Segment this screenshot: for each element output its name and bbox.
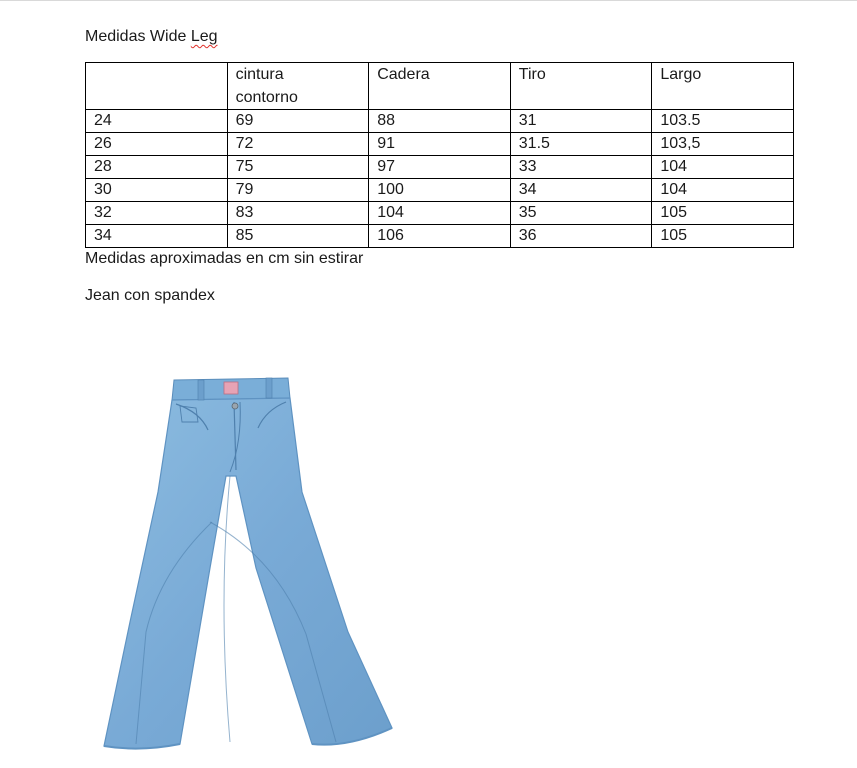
table-cell[interactable]: 91	[369, 133, 511, 156]
size-table	[85, 62, 794, 248]
table-cell[interactable]: 26	[86, 133, 228, 156]
page-top-edge	[0, 0, 857, 1]
table-cell[interactable]: 32	[86, 202, 228, 225]
fabric-note: Jean con spandex	[85, 287, 215, 304]
wide-leg-jeans-photo-icon[interactable]	[80, 372, 400, 762]
table-cell[interactable]: 79	[227, 179, 369, 202]
table-cell[interactable]: 72	[227, 133, 369, 156]
table-cell[interactable]: 103,5	[652, 133, 794, 156]
document-title	[85, 27, 218, 47]
table-cell[interactable]: 33	[510, 156, 652, 179]
table-cell[interactable]: 85	[227, 225, 369, 248]
table-row	[86, 179, 794, 202]
title-text: Medidas Wide	[85, 28, 191, 45]
table-cell[interactable]: 31.5	[510, 133, 652, 156]
header-cell-largo[interactable]: Largo	[652, 63, 794, 110]
table-cell[interactable]: 104	[652, 179, 794, 202]
table-cell[interactable]: 105	[652, 225, 794, 248]
table-cell[interactable]: 24	[86, 110, 228, 133]
table-cell[interactable]: 30	[86, 179, 228, 202]
table-cell[interactable]: 31	[510, 110, 652, 133]
table-cell[interactable]: 75	[227, 156, 369, 179]
table-cell[interactable]: 35	[510, 202, 652, 225]
table-row	[86, 110, 794, 133]
table-row	[86, 133, 794, 156]
table-cell[interactable]: 88	[369, 110, 511, 133]
header-cell-cintura[interactable]: cintura contorno	[227, 63, 369, 110]
table-cell[interactable]: 69	[227, 110, 369, 133]
table-cell[interactable]: 100	[369, 179, 511, 202]
table-cell[interactable]: 97	[369, 156, 511, 179]
table-cell[interactable]: 28	[86, 156, 228, 179]
header-cell-tiro[interactable]: Tiro	[510, 63, 652, 110]
table-cell[interactable]: 104	[369, 202, 511, 225]
table-cell[interactable]: 104	[652, 156, 794, 179]
table-cell[interactable]: 34	[510, 179, 652, 202]
table-cell[interactable]: 106	[369, 225, 511, 248]
header-cell-size[interactable]	[86, 63, 228, 110]
table-header-row	[86, 63, 794, 110]
table-cell[interactable]: 36	[510, 225, 652, 248]
table-cell[interactable]: 34	[86, 225, 228, 248]
table-row	[86, 156, 794, 179]
table-cell[interactable]: 103.5	[652, 110, 794, 133]
table-row	[86, 225, 794, 248]
header-cell-cadera[interactable]: Cadera	[369, 63, 511, 110]
table-cell[interactable]: 83	[227, 202, 369, 225]
spellcheck-flagged-word[interactable]: Leg	[190, 28, 218, 45]
table-cell[interactable]: 105	[652, 202, 794, 225]
measurement-note: Medidas aproximadas en cm sin estirar	[85, 250, 364, 267]
table-row	[86, 202, 794, 225]
